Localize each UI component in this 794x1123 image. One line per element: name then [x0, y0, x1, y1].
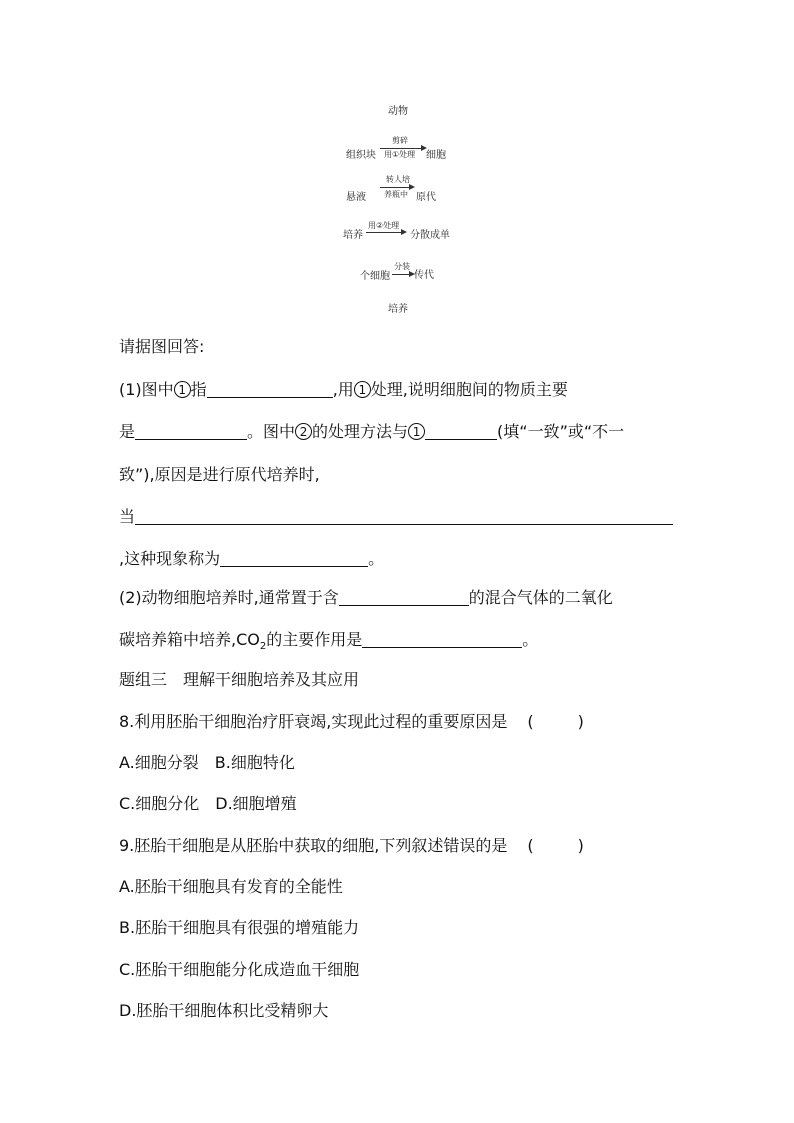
step3-left: 培养: [343, 230, 363, 241]
q9-stem-text: 9.胚胎干细胞是从胚胎中获取的细胞,下列叙述错误的是: [119, 836, 508, 855]
q1-text: 的处理方法与: [312, 422, 409, 441]
q1-text: ,这种现象称为: [119, 549, 221, 568]
q1-line3: 致”),原因是进行原代培养时,: [119, 465, 320, 484]
q1-text: 是: [119, 422, 136, 441]
flow-diagram: [0, 0, 794, 330]
circle-1: 1: [354, 381, 371, 398]
step1-arrow: [380, 148, 422, 149]
q8-option-b[interactable]: B.细胞特化: [214, 753, 295, 772]
q9-paren-open: (: [527, 836, 534, 855]
step2-arrow: [380, 187, 410, 188]
q8-option-d[interactable]: D.细胞增殖: [215, 794, 297, 813]
step2-above: 转人培: [386, 175, 410, 184]
q1-text: ,用: [332, 380, 354, 399]
q1-text: (填“一致”或“不一: [497, 422, 625, 441]
q1-text: 指: [190, 380, 207, 399]
q2-text: 。: [522, 630, 539, 649]
q1-text: 。图中: [247, 422, 296, 441]
q1-line5: [119, 549, 384, 569]
q1-text: (1)图中: [119, 380, 174, 399]
circle-1: 1: [408, 423, 425, 440]
step3-right: 分散成单: [410, 230, 450, 241]
q1-blank-4[interactable]: [135, 508, 673, 525]
q2-line1: [119, 588, 613, 608]
step4-right: 传代: [414, 270, 434, 281]
section-title: 题组三 理解干细胞培养及其应用: [119, 670, 360, 689]
q2-blank-1[interactable]: [339, 589, 469, 606]
q2-text: (2)动物细胞培养时,通常置于含: [119, 588, 339, 607]
q1-line4: [119, 507, 673, 527]
step1-left: 组织块: [346, 150, 376, 161]
q8-stem: [119, 712, 584, 732]
q8-paren-close: ): [577, 712, 584, 731]
q1-text: 处理,说明细胞间的物质主要: [370, 380, 568, 399]
q8-options-row1: [119, 753, 295, 773]
q9-option-d[interactable]: D.胚胎干细胞体积比受精卵大: [119, 1001, 329, 1020]
q9-stem: [119, 836, 584, 856]
q1-blank-2[interactable]: [135, 423, 247, 440]
q2-line2: [119, 630, 538, 657]
step2-left: 悬液: [346, 192, 366, 203]
q1-text: 。: [368, 549, 385, 568]
q9-option-b[interactable]: B.胚胎干细胞具有很强的增殖能力: [119, 918, 360, 937]
q1-blank-3[interactable]: [425, 423, 497, 440]
q1-blank-5[interactable]: [220, 550, 368, 567]
step3-above: 用②处理: [368, 221, 400, 230]
co2-subscript: 2: [259, 641, 267, 653]
q8-options-row2: [119, 794, 297, 814]
q2-blank-2[interactable]: [362, 631, 522, 648]
q8-paren-open: (: [527, 712, 534, 731]
step1-above: 剪碎: [392, 136, 408, 145]
step2-below: 养瓶中: [384, 190, 408, 199]
step1-right: 细胞: [426, 150, 446, 161]
q9-option-a[interactable]: A.胚胎干细胞具有发育的全能性: [119, 877, 343, 896]
circle-1: 1: [174, 381, 191, 398]
q1-blank-1[interactable]: [207, 381, 333, 398]
q9-paren-close: ): [577, 836, 584, 855]
diagram-top-label: 动物: [388, 106, 408, 117]
step3-arrow: [366, 232, 402, 233]
q2-text: 的主要作用是: [266, 630, 363, 649]
step4-left: 个细胞: [360, 271, 390, 282]
step1-below: 用①处理: [384, 150, 416, 159]
q1-text: 当: [119, 507, 136, 526]
q8-option-c[interactable]: C.细胞分化: [119, 794, 200, 813]
q8-stem-text: 8.利用胚胎干细胞治疗肝衰竭,实现此过程的重要原因是: [119, 712, 508, 731]
diagram-bottom-label: 培养: [388, 304, 408, 315]
q2-text: 的混合气体的二氧化: [468, 588, 613, 607]
circle-2: 2: [295, 423, 312, 440]
step4-arrow: [392, 274, 410, 275]
step2-right: 原代: [416, 192, 436, 203]
q9-option-c[interactable]: C.胚胎干细胞能分化成造血干细胞: [119, 960, 360, 979]
step4-above: 分装: [394, 262, 410, 271]
q8-option-a[interactable]: A.细胞分裂: [119, 753, 199, 772]
q1-line1: [119, 380, 568, 400]
q2-text: 碳培养箱中培养,CO: [119, 630, 260, 649]
q1-line2: [119, 422, 624, 442]
intro-text: 请据图回答:: [119, 337, 205, 356]
